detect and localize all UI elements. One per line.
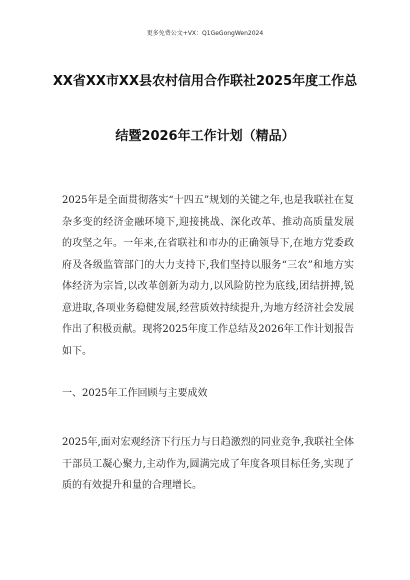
header-note: 更多免费公文+VX：Q1GeGongWen2024 bbox=[146, 30, 264, 37]
document-title-line-1: XX省XX市XX县农村信用合作联社2025年度工作总 bbox=[52, 74, 358, 89]
document-title-line-2: 结暨2026年工作计划（精品） bbox=[115, 129, 295, 144]
section-paragraph: 2025年,面对宏观经济下行压力与日趋激烈的同业竞争,我联社全体干部员工凝心聚力,主动作为,圆满完成了年度各项目标任务,实现了质的有效提升和量的合理增长。 bbox=[62, 437, 354, 491]
intro-paragraph: 2025年是全面贯彻落实“十四五”规划的关键之年,也是我联社在复杂多变的经济金融环境下,迎接挑战、深化改革、推动高质量发展的攻坚之年。一年来,在省联社和市办的正确领导下,在地方党委政府及各级监管部门的大力支持下,我们坚持以服务“三农”和地方实体经济为宗旨,以改革创新为动力,以风险防控为底线,团结拼搏,锐意进取,各项业务稳健发展,经营质效持续提升,为地方经济社会发展作出了积极贡献。现将2025年度工作总结及2026年工作计划报告如下。 bbox=[62, 195, 354, 357]
section-heading: 一、2025年工作回顾与主要成效 bbox=[62, 388, 208, 399]
